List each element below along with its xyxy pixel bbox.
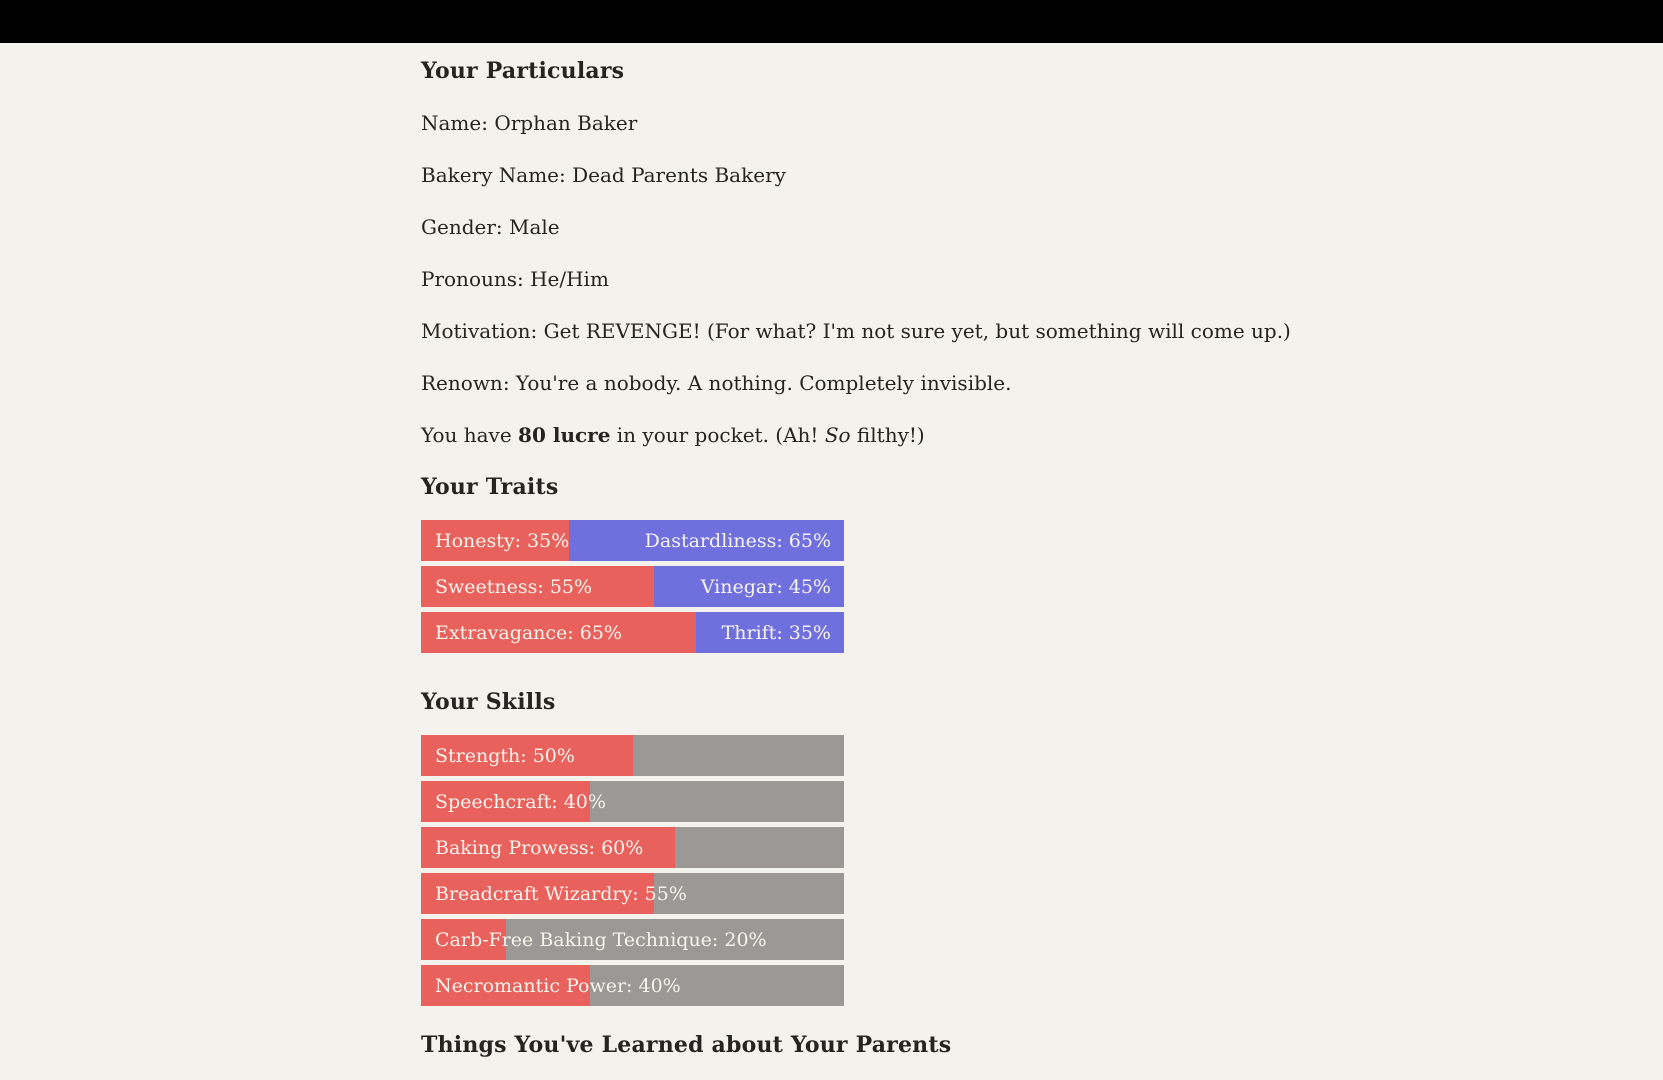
skills-heading: Your Skills bbox=[421, 689, 556, 715]
trait-left-segment bbox=[421, 566, 654, 607]
trait-bar-row bbox=[421, 566, 844, 607]
skill-bar-label: Carb-Free Baking Technique: 20% bbox=[435, 928, 767, 951]
traits-chart bbox=[421, 520, 1663, 653]
skill-bar-label: Speechcraft: 40% bbox=[435, 790, 606, 813]
traits-heading: Your Traits bbox=[421, 474, 559, 500]
trait-right-segment bbox=[569, 520, 844, 561]
skill-bar-row bbox=[421, 965, 844, 1006]
character-sheet bbox=[421, 58, 1663, 1058]
renown-line: Renown: You're a nobody. A nothing. Completely invisible. bbox=[421, 371, 1012, 395]
skill-bar-row bbox=[421, 919, 844, 960]
trait-right-label: Vinegar: 45% bbox=[700, 575, 831, 598]
trait-left-label: Honesty: 35% bbox=[435, 529, 570, 552]
skill-bar-label: Baking Prowess: 60% bbox=[435, 836, 644, 859]
trait-bar-row bbox=[421, 612, 844, 653]
lucre-line bbox=[421, 422, 1663, 448]
top-bar bbox=[0, 0, 1663, 43]
bakery-name-line: Bakery Name: Dead Parents Bakery bbox=[421, 163, 786, 187]
skill-bar-label: Strength: 50% bbox=[435, 744, 575, 767]
lucre-middle: in your pocket. (Ah! bbox=[610, 423, 825, 447]
name-line: Name: Orphan Baker bbox=[421, 111, 638, 135]
trait-right-segment bbox=[696, 612, 844, 653]
skill-bar-row bbox=[421, 827, 844, 868]
lucre-amount: 80 lucre bbox=[518, 423, 611, 447]
lucre-prefix: You have bbox=[421, 423, 519, 447]
pronouns-line: Pronouns: He/Him bbox=[421, 267, 609, 291]
lucre-suffix: filthy!) bbox=[850, 423, 925, 447]
motivation-line: Motivation: Get REVENGE! (For what? I'm not sure yet, but something will come up.) bbox=[421, 319, 1291, 343]
trait-right-label: Thrift: 35% bbox=[721, 621, 831, 644]
lucre-emphasis: So bbox=[824, 423, 851, 447]
skill-bar-label: Necromantic Power: 40% bbox=[435, 974, 681, 997]
parents-heading: Things You've Learned about Your Parents bbox=[421, 1032, 952, 1058]
trait-right-segment bbox=[654, 566, 844, 607]
skill-bar-row bbox=[421, 873, 844, 914]
gender-line: Gender: Male bbox=[421, 215, 560, 239]
particulars-heading: Your Particulars bbox=[421, 58, 625, 84]
trait-left-label: Sweetness: 55% bbox=[435, 575, 593, 598]
trait-right-label: Dastardliness: 65% bbox=[644, 529, 831, 552]
skills-chart bbox=[421, 735, 1663, 1006]
trait-bar-row bbox=[421, 520, 844, 561]
trait-left-segment bbox=[421, 520, 569, 561]
trait-left-label: Extravagance: 65% bbox=[435, 621, 622, 644]
trait-left-segment bbox=[421, 612, 696, 653]
skill-bar-row bbox=[421, 781, 844, 822]
skill-bar-label: Breadcraft Wizardry: 55% bbox=[435, 882, 687, 905]
skill-bar-row bbox=[421, 735, 844, 776]
